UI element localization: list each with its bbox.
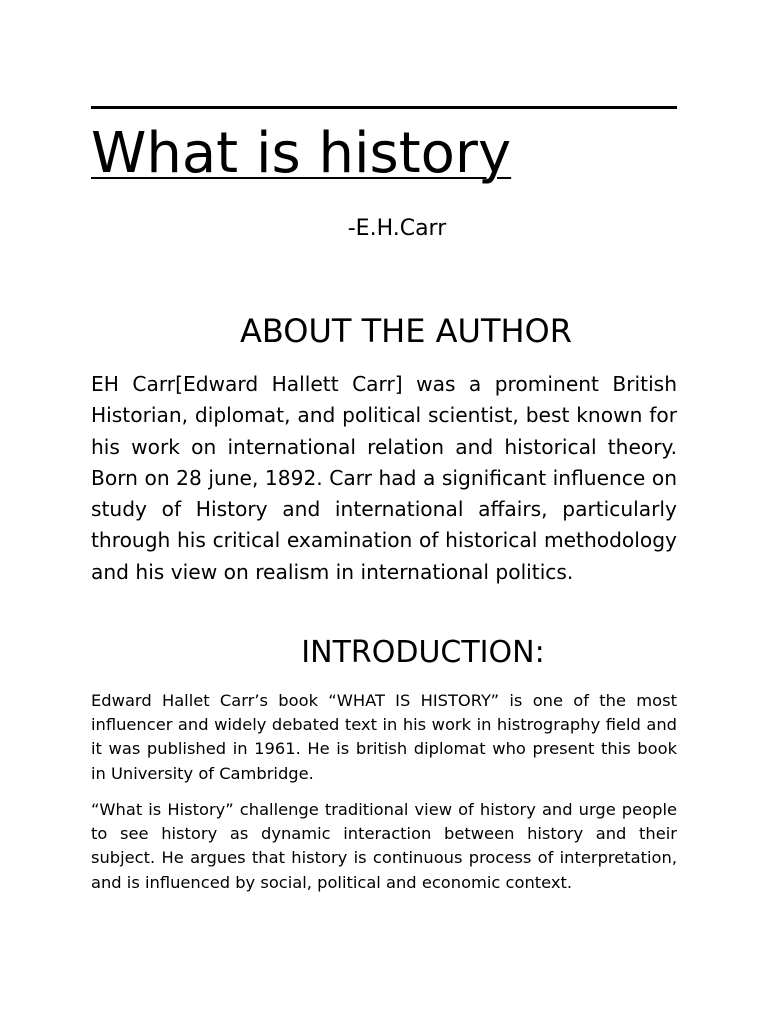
- top-horizontal-rule: [91, 106, 677, 109]
- introduction-paragraph: Edward Hallet Carr’s book “WHAT IS HISTORY” is one of the most influencer and widely debated text in his work in histrography field and it was published in 1961. He is british diplomat who present this book in University of Cambridge.: [91, 691, 677, 783]
- document-title: What is history: [91, 121, 512, 186]
- author-attribution: -E.H.Carr: [347, 216, 447, 241]
- about-author-paragraph: EH Carr[Edward Hallett Carr] was a prominent British Historian, diplomat, and political scientist, best known for his work on international relation and historical theory. Born on 28 june, 1892. Carr had a significant influence on study of History and international affairs, particularly through his critical examination of historical methodology and his view on realism in international politics.: [91, 372, 677, 584]
- introduction-paragraph: “What is History” challenge traditional view of history and urge people to see history as dynamic interaction between history and their subject. He argues that history is continuous process of interpretation, and is influenced by social, political and economic context.: [91, 800, 677, 892]
- document-page: [91, 0, 677, 1024]
- introduction-heading: INTRODUCTION:: [301, 635, 545, 670]
- about-author-heading: ABOUT THE AUTHOR: [240, 312, 572, 350]
